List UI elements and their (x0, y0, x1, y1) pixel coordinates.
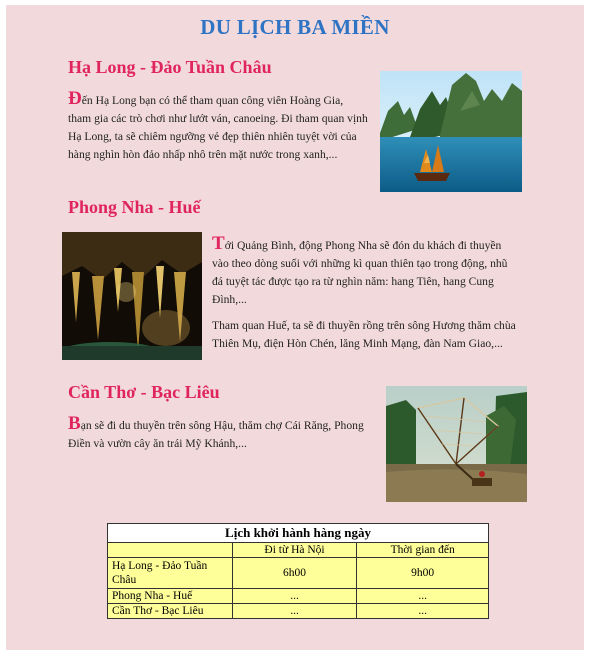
schedule-header-arrive: Thời gian đến (357, 543, 489, 558)
section-body-phongnha: ới Quảng Bình, động Phong Nha sẽ đón du khách đi thuyền vào theo dòng suối với những kì quan thiên tạo trong động, nhũ đá tuyệt tác được tạo ra từ nghìn năm: hang Tiên, hang Cung Đình,... (212, 239, 508, 306)
schedule-cell-arrive: 9h00 (357, 558, 489, 589)
schedule-cell-destination: Phong Nha - Huế (108, 589, 233, 604)
section-text-phongnha (212, 233, 517, 309)
schedule-header-destination (108, 543, 233, 558)
section-text-cantho (68, 413, 378, 453)
section-text-hue: Tham quan Huế, ta sẽ đi thuyền rồng trên sông Hương thăm chùa Thiên Mụ, điện Hòn Chén, lăng Minh Mạng, đàn Nam Giao,... (212, 319, 516, 350)
section-text-halong (68, 88, 368, 164)
phong-nha-cave-photo (62, 232, 202, 360)
table-row (108, 589, 489, 604)
table-row (108, 604, 489, 619)
mekong-fishing-net-photo (386, 386, 527, 502)
dropcap-halong: Đ (68, 88, 82, 109)
schedule-cell-arrive: ... (357, 589, 489, 604)
table-row (108, 558, 489, 589)
section-body-cantho: ạn sẽ đi du thuyền trên sông Hậu, thăm chợ Cái Răng, Phong Điền và vườn cây ăn trái Mỹ Khánh,... (68, 419, 364, 450)
dropcap-cantho: B (68, 413, 81, 434)
schedule-cell-arrive: ... (357, 604, 489, 619)
schedule-cell-depart: ... (232, 604, 357, 619)
section-heading-cantho: Cần Thơ - Bạc Liêu (68, 382, 220, 402)
section-heading-phongnha: Phong Nha - Huế (68, 197, 201, 217)
schedule-cell-depart: 6h00 (232, 558, 357, 589)
page-title: DU LỊCH BA MIỀN (200, 15, 390, 39)
dropcap-phongnha: T (212, 233, 225, 254)
schedule-table (107, 523, 489, 619)
schedule-header-row (108, 543, 489, 558)
schedule-caption: Lịch khởi hành hàng ngày (108, 524, 489, 543)
section-body-halong: ến Hạ Long bạn có thể tham quan công viên Hoàng Gia, tham gia các trò chơi như lướt ván, canoeing. Đi tham quan vịnh Hạ Long, ta sẽ chiêm ngưỡng vẻ đẹp thiên nhiên tuyệt vời của hàng nghìn hòn đảo nhấp nhô trên mặt nước trong xanh,... (68, 94, 368, 161)
document-page (6, 5, 584, 650)
schedule-cell-depart: ... (232, 589, 357, 604)
halong-bay-photo (380, 71, 522, 192)
schedule-cell-destination: Hạ Long - Đảo Tuần Châu (108, 558, 233, 589)
schedule-header-depart: Đi từ Hà Nội (232, 543, 357, 558)
schedule-cell-destination: Cần Thơ - Bạc Liêu (108, 604, 233, 619)
section-heading-halong: Hạ Long - Đảo Tuần Châu (68, 57, 272, 77)
